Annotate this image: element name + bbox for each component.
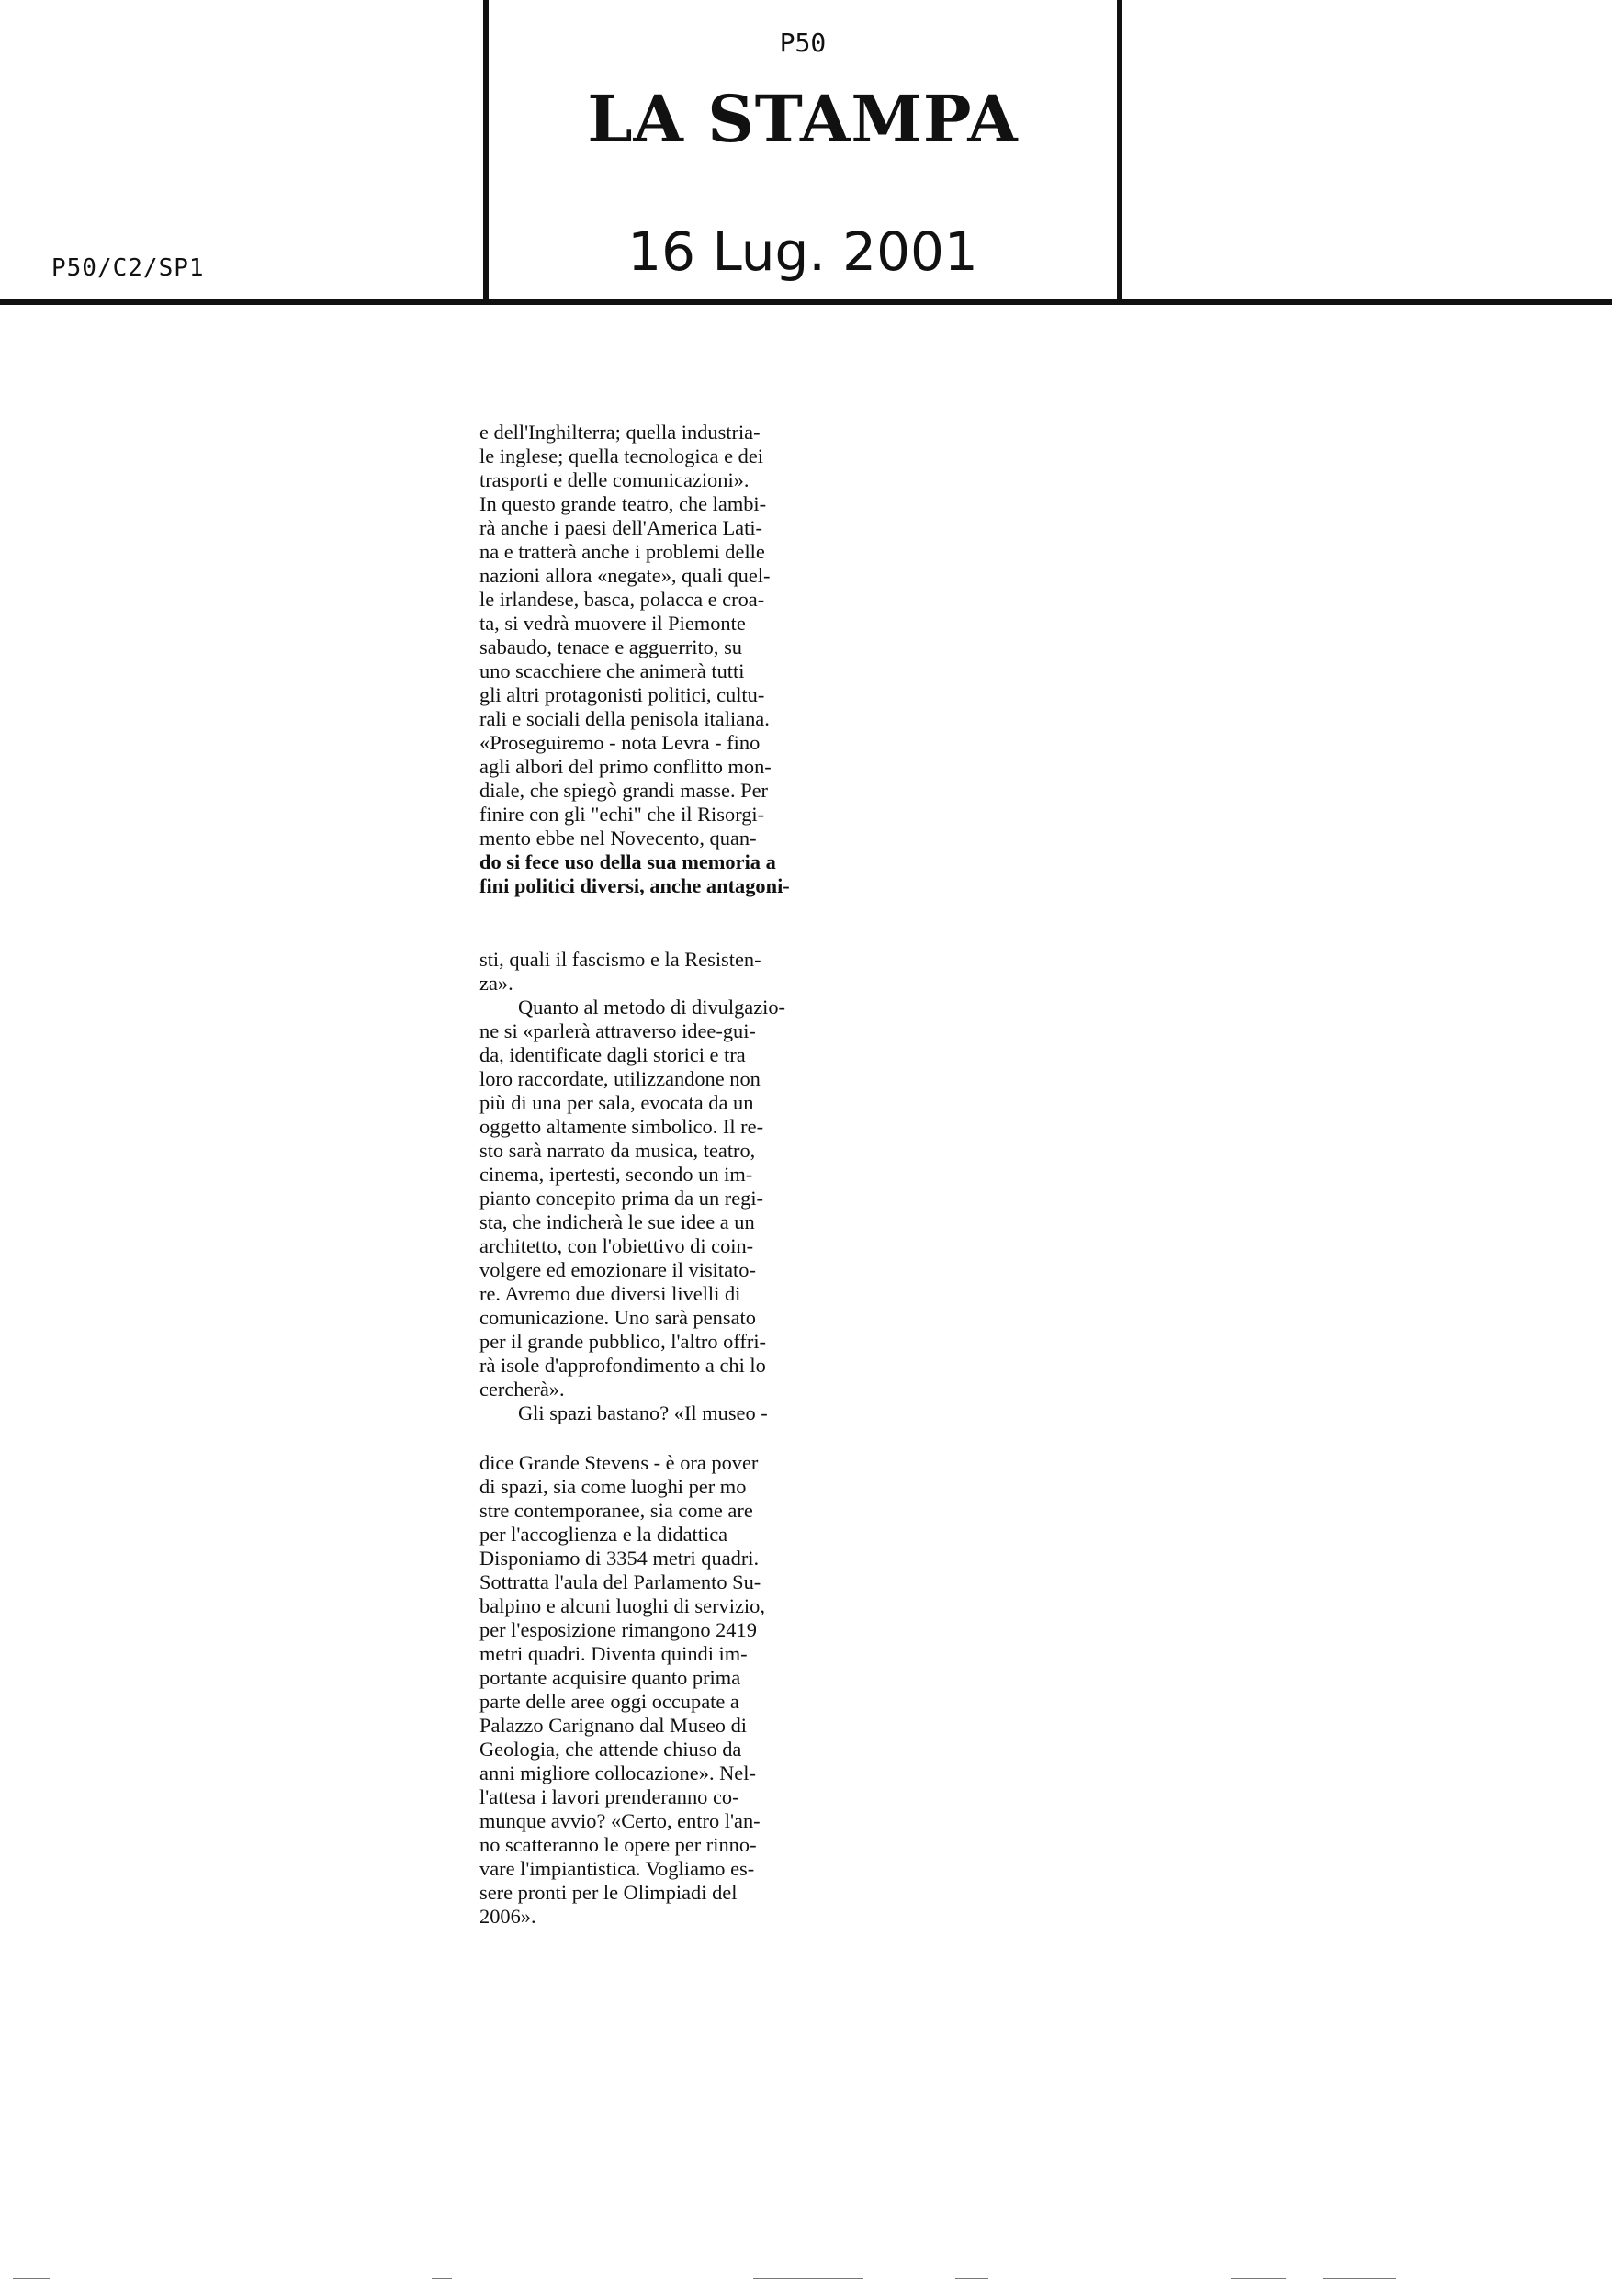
article-line: vare l'impiantistica. Vogliamo es- <box>479 1857 755 1880</box>
publication-date: 16 Lug. 2001 <box>627 220 978 283</box>
article-line: oggetto altamente simbolico. Il re- <box>479 1115 764 1138</box>
scan-speck <box>1323 2278 1396 2279</box>
article-line: Disponiamo di 3354 metri quadri. <box>479 1547 760 1570</box>
article-line: ne si «parlerà attraverso idee-gui- <box>479 1019 756 1042</box>
article-line: mento ebbe nel Novecento, quan- <box>479 827 757 850</box>
article-line: sto sarà narrato da musica, teatro, <box>479 1139 756 1162</box>
article-line: gli altri protagonisti politici, cultu- <box>479 683 765 706</box>
scan-speck <box>753 2278 863 2279</box>
scan-speck <box>1231 2278 1286 2279</box>
article-line: do si fece uso della sua memoria a <box>479 850 776 873</box>
article-line: rà anche i paesi dell'America Lati- <box>479 516 763 539</box>
article-line: balpino e alcuni luoghi di servizio, <box>479 1594 765 1617</box>
article-line: loro raccordate, utilizzandone non <box>479 1067 761 1090</box>
article-line: Palazzo Carignano dal Museo di <box>479 1714 748 1737</box>
header-divider-right <box>1117 0 1122 303</box>
article-line: per l'accoglienza e la didattica <box>479 1523 728 1546</box>
article-line: uno scacchiere che animerà tutti <box>479 659 745 682</box>
article-line: volgere ed emozionare il visitato- <box>479 1258 756 1281</box>
scan-noise <box>0 2278 1612 2285</box>
article-line: agli albori del primo conflitto mon- <box>479 755 772 778</box>
article-column-block-3 <box>479 1451 836 1929</box>
article-line: cercherà». <box>479 1378 565 1401</box>
article-line: Gli spazi bastano? «Il museo - <box>518 1401 768 1424</box>
article-line: fini politici diversi, anche antagoni- <box>479 874 790 897</box>
scan-speck <box>955 2278 988 2279</box>
article-line: no scatteranno le opere per rinno- <box>479 1833 757 1856</box>
scan-speck <box>13 2278 50 2279</box>
section-code: P50/C2/SP1 <box>51 254 205 282</box>
article-line: di spazi, sia come luoghi per mo <box>479 1475 747 1498</box>
article-line: Geologia, che attende chiuso da <box>479 1738 742 1761</box>
article-line: trasporti e delle comunicazioni». <box>479 468 750 491</box>
article-column-block-1 <box>479 421 836 898</box>
article-line: architetto, con l'obiettivo di coin- <box>479 1234 754 1257</box>
article-line: finire con gli "echi" che il Risorgi- <box>479 803 765 826</box>
article-line: portante acquisire quanto prima <box>479 1666 741 1689</box>
article-line: stre contemporanee, sia come are <box>479 1499 753 1522</box>
article-line: da, identificate dagli storici e tra <box>479 1043 746 1066</box>
article-line: rali e sociali della penisola italiana. <box>479 707 770 730</box>
newspaper-masthead: LA STAMPA <box>587 81 1019 157</box>
article-line: più di una per sala, evocata da un <box>479 1091 754 1114</box>
article-line: 2006». <box>479 1905 536 1928</box>
scan-speck <box>432 2278 452 2279</box>
article-line: sere pronti per le Olimpiadi del <box>479 1881 738 1904</box>
article-line: Sottratta l'aula del Parlamento Su- <box>479 1570 761 1593</box>
article-line: sti, quali il fascismo e la Resisten- <box>479 948 761 971</box>
article-line: dice Grande Stevens - è ora pover <box>479 1451 759 1474</box>
article-line: «Proseguiremo - nota Levra - fino <box>479 731 761 754</box>
article-column-block-2 <box>479 948 836 1425</box>
article-line: comunicazione. Uno sarà pensato <box>479 1306 756 1329</box>
article-line: cinema, ipertesti, secondo un im- <box>479 1163 753 1186</box>
article-line: Quanto al metodo di divulgazio- <box>518 996 786 1019</box>
header-rule <box>0 299 1612 305</box>
article-line: per l'esposizione rimangono 2419 <box>479 1618 757 1641</box>
article-line: l'attesa i lavori prenderanno co- <box>479 1785 739 1808</box>
article-line: na e tratterà anche i problemi delle <box>479 540 765 563</box>
article-line: pianto concepito prima da un regi- <box>479 1187 764 1210</box>
article-line: diale, che spiegò grandi masse. Per <box>479 779 768 802</box>
article-line: parte delle aree oggi occupate a <box>479 1690 739 1713</box>
article-line: sabaudo, tenace e agguerrito, su <box>479 636 742 658</box>
article-line: re. Avremo due diversi livelli di <box>479 1282 741 1305</box>
article-line: le inglese; quella tecnologica e dei <box>479 445 763 467</box>
article-line: rà isole d'approfondimento a chi lo <box>479 1354 766 1377</box>
page-number: P50 <box>779 28 827 58</box>
article-line: munque avvio? «Certo, entro l'an- <box>479 1809 761 1832</box>
article-line: per il grande pubblico, l'altro offri- <box>479 1330 767 1353</box>
article-line: nazioni allora «negate», quali quel- <box>479 564 771 587</box>
article-line: sta, che indicherà le sue idee a un <box>479 1210 755 1233</box>
article-line: le irlandese, basca, polacca e croa- <box>479 588 765 611</box>
article-line: za». <box>479 972 513 995</box>
article-line: ta, si vedrà muovere il Piemonte <box>479 612 746 635</box>
clipping-header <box>0 0 1612 305</box>
article-line: e dell'Inghilterra; quella industria- <box>479 421 761 444</box>
article-line: anni migliore collocazione». Nel- <box>479 1761 756 1784</box>
article-line: In questo grande teatro, che lambi- <box>479 492 767 515</box>
article-line: metri quadri. Diventa quindi im- <box>479 1642 748 1665</box>
